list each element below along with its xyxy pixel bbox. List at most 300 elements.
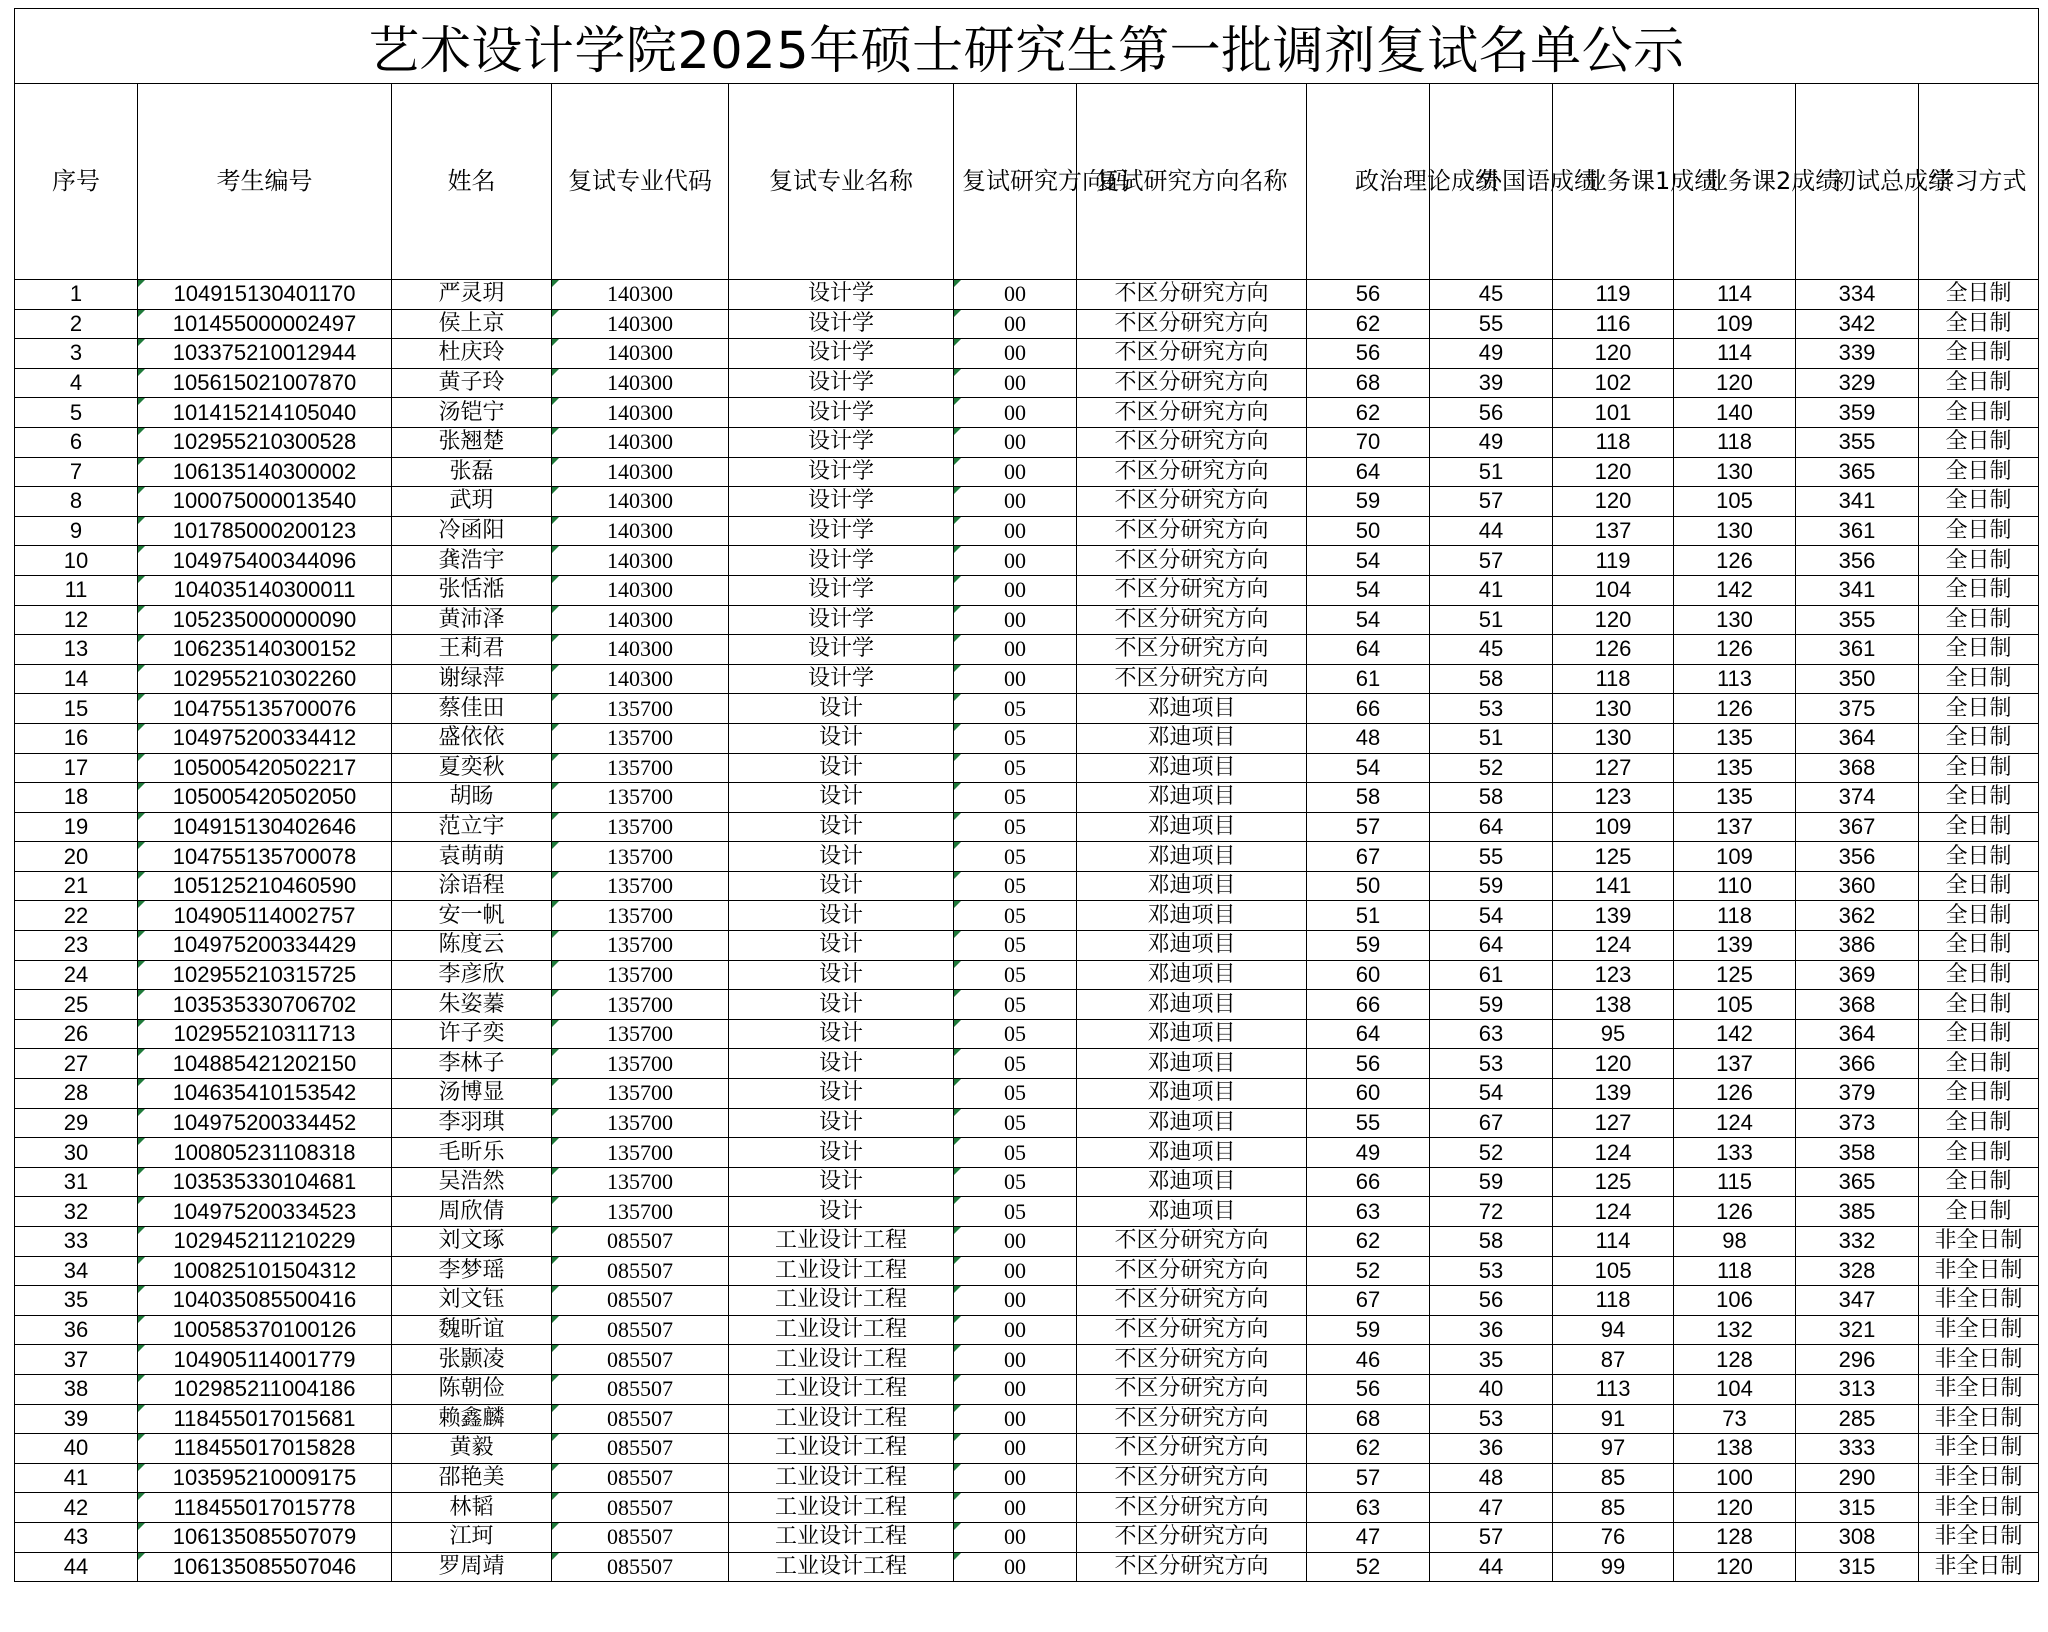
cell-major-name: 设计 (729, 842, 954, 872)
cell-exam-id: 118455017015778 (138, 1493, 392, 1523)
cell-total: 368 (1796, 990, 1919, 1020)
cell-course2: 120 (1674, 368, 1796, 398)
cell-course1: 120 (1553, 339, 1674, 369)
cell-politics: 57 (1307, 1463, 1430, 1493)
cell-direction-code: 00 (954, 457, 1077, 487)
cell-total: 333 (1796, 1434, 1919, 1464)
cell-exam-id: 101785000200123 (138, 516, 392, 546)
cell-total: 373 (1796, 1108, 1919, 1138)
cell-course2: 140 (1674, 398, 1796, 428)
cell-major-code: 135700 (552, 842, 729, 872)
cell-foreign: 54 (1430, 901, 1553, 931)
cell-seq: 29 (15, 1108, 138, 1138)
cell-major-name: 设计学 (729, 309, 954, 339)
cell-direction-name: 不区分研究方向 (1077, 1374, 1307, 1404)
cell-direction-code: 00 (954, 487, 1077, 517)
cell-major-name: 设计学 (729, 546, 954, 576)
cell-seq: 40 (15, 1434, 138, 1464)
table-row (15, 842, 2039, 872)
cell-exam-id: 100825101504312 (138, 1256, 392, 1286)
cell-total: 375 (1796, 694, 1919, 724)
cell-total: 365 (1796, 457, 1919, 487)
table-row (15, 664, 2039, 694)
header-total: 初试总成绩 (1796, 84, 1919, 280)
cell-politics: 59 (1307, 1315, 1430, 1345)
cell-course2: 126 (1674, 1197, 1796, 1227)
cell-course2: 109 (1674, 842, 1796, 872)
cell-major-name: 工业设计工程 (729, 1493, 954, 1523)
cell-seq: 24 (15, 960, 138, 990)
cell-foreign: 64 (1430, 812, 1553, 842)
cell-direction-code: 05 (954, 990, 1077, 1020)
cell-course1: 126 (1553, 635, 1674, 665)
cell-seq: 2 (15, 309, 138, 339)
cell-foreign: 44 (1430, 1552, 1553, 1582)
cell-exam-id: 105125210460590 (138, 871, 392, 901)
cell-major-code: 140300 (552, 516, 729, 546)
cell-seq: 20 (15, 842, 138, 872)
cell-name: 李彦欣 (392, 960, 552, 990)
cell-course2: 114 (1674, 280, 1796, 310)
table-row (15, 990, 2039, 1020)
cell-course1: 120 (1553, 457, 1674, 487)
cell-name: 周欣倩 (392, 1197, 552, 1227)
cell-politics: 56 (1307, 339, 1430, 369)
cell-seq: 35 (15, 1286, 138, 1316)
cell-exam-id: 102945211210229 (138, 1227, 392, 1257)
cell-direction-name: 不区分研究方向 (1077, 1286, 1307, 1316)
header-row (15, 84, 2039, 280)
cell-foreign: 72 (1430, 1197, 1553, 1227)
cell-direction-code: 05 (954, 842, 1077, 872)
table-row (15, 575, 2039, 605)
cell-politics: 50 (1307, 871, 1430, 901)
cell-course1: 127 (1553, 753, 1674, 783)
cell-exam-id: 102985211004186 (138, 1374, 392, 1404)
cell-direction-name: 不区分研究方向 (1077, 1522, 1307, 1552)
cell-total: 334 (1796, 280, 1919, 310)
cell-major-name: 设计学 (729, 427, 954, 457)
cell-major-code: 135700 (552, 960, 729, 990)
cell-foreign: 53 (1430, 694, 1553, 724)
cell-seq: 17 (15, 753, 138, 783)
cell-major-code: 085507 (552, 1315, 729, 1345)
cell-seq: 13 (15, 635, 138, 665)
cell-seq: 3 (15, 339, 138, 369)
cell-exam-id: 106235140300152 (138, 635, 392, 665)
cell-mode: 全日制 (1919, 1167, 2039, 1197)
cell-politics: 60 (1307, 960, 1430, 990)
cell-course2: 118 (1674, 427, 1796, 457)
cell-course1: 101 (1553, 398, 1674, 428)
cell-mode: 全日制 (1919, 516, 2039, 546)
cell-course1: 119 (1553, 546, 1674, 576)
cell-seq: 16 (15, 723, 138, 753)
cell-exam-id: 118455017015828 (138, 1434, 392, 1464)
cell-course2: 130 (1674, 516, 1796, 546)
cell-name: 赖鑫麟 (392, 1404, 552, 1434)
cell-mode: 全日制 (1919, 1049, 2039, 1079)
cell-total: 385 (1796, 1197, 1919, 1227)
cell-politics: 67 (1307, 842, 1430, 872)
cell-seq: 41 (15, 1463, 138, 1493)
cell-course2: 128 (1674, 1522, 1796, 1552)
cell-course2: 142 (1674, 1019, 1796, 1049)
cell-direction-name: 邓迪项目 (1077, 723, 1307, 753)
cell-mode: 全日制 (1919, 871, 2039, 901)
cell-direction-code: 05 (954, 723, 1077, 753)
cell-politics: 61 (1307, 664, 1430, 694)
table-row (15, 1374, 2039, 1404)
cell-exam-id: 104755135700078 (138, 842, 392, 872)
cell-major-code: 140300 (552, 575, 729, 605)
cell-direction-name: 不区分研究方向 (1077, 1434, 1307, 1464)
cell-foreign: 59 (1430, 871, 1553, 901)
cell-mode: 非全日制 (1919, 1374, 2039, 1404)
cell-course1: 125 (1553, 842, 1674, 872)
cell-exam-id: 102955210315725 (138, 960, 392, 990)
header-major-code: 复试专业代码 (552, 84, 729, 280)
cell-course1: 120 (1553, 1049, 1674, 1079)
cell-foreign: 58 (1430, 1227, 1553, 1257)
cell-mode: 全日制 (1919, 368, 2039, 398)
cell-name: 刘文钰 (392, 1286, 552, 1316)
cell-course1: 85 (1553, 1463, 1674, 1493)
cell-foreign: 64 (1430, 931, 1553, 961)
cell-politics: 52 (1307, 1552, 1430, 1582)
cell-name: 黄毅 (392, 1434, 552, 1464)
table-row (15, 1404, 2039, 1434)
cell-major-code: 135700 (552, 871, 729, 901)
cell-direction-code: 00 (954, 339, 1077, 369)
cell-major-code: 135700 (552, 1108, 729, 1138)
cell-politics: 56 (1307, 1049, 1430, 1079)
cell-major-name: 设计 (729, 1108, 954, 1138)
cell-name: 李梦瑶 (392, 1256, 552, 1286)
cell-politics: 59 (1307, 931, 1430, 961)
cell-total: 296 (1796, 1345, 1919, 1375)
cell-politics: 62 (1307, 398, 1430, 428)
cell-major-code: 085507 (552, 1463, 729, 1493)
cell-exam-id: 105615021007870 (138, 368, 392, 398)
cell-foreign: 44 (1430, 516, 1553, 546)
cell-course2: 125 (1674, 960, 1796, 990)
table-row (15, 1552, 2039, 1582)
cell-major-code: 085507 (552, 1374, 729, 1404)
table-row (15, 605, 2039, 635)
cell-course2: 139 (1674, 931, 1796, 961)
cell-course1: 130 (1553, 723, 1674, 753)
cell-direction-name: 不区分研究方向 (1077, 457, 1307, 487)
cell-major-code: 140300 (552, 664, 729, 694)
cell-exam-id: 104975200334412 (138, 723, 392, 753)
table-row (15, 901, 2039, 931)
cell-exam-id: 104975400344096 (138, 546, 392, 576)
cell-major-code: 140300 (552, 368, 729, 398)
cell-direction-code: 00 (954, 546, 1077, 576)
cell-major-code: 135700 (552, 723, 729, 753)
cell-course1: 94 (1553, 1315, 1674, 1345)
cell-name: 蔡佳田 (392, 694, 552, 724)
cell-name: 李林子 (392, 1049, 552, 1079)
cell-exam-id: 104905114002757 (138, 901, 392, 931)
cell-course2: 128 (1674, 1345, 1796, 1375)
cell-major-code: 135700 (552, 1167, 729, 1197)
cell-name: 朱姿蓁 (392, 990, 552, 1020)
cell-seq: 36 (15, 1315, 138, 1345)
cell-major-code: 140300 (552, 635, 729, 665)
cell-politics: 50 (1307, 516, 1430, 546)
cell-name: 侯上京 (392, 309, 552, 339)
cell-seq: 14 (15, 664, 138, 694)
cell-mode: 非全日制 (1919, 1286, 2039, 1316)
cell-major-code: 135700 (552, 990, 729, 1020)
cell-politics: 54 (1307, 546, 1430, 576)
cell-major-code: 085507 (552, 1434, 729, 1464)
cell-seq: 27 (15, 1049, 138, 1079)
cell-name: 谢绿萍 (392, 664, 552, 694)
table-row (15, 398, 2039, 428)
table-row (15, 1197, 2039, 1227)
cell-major-name: 设计学 (729, 457, 954, 487)
cell-foreign: 35 (1430, 1345, 1553, 1375)
cell-foreign: 57 (1430, 487, 1553, 517)
cell-total: 364 (1796, 723, 1919, 753)
cell-course1: 97 (1553, 1434, 1674, 1464)
cell-foreign: 67 (1430, 1108, 1553, 1138)
cell-total: 366 (1796, 1049, 1919, 1079)
cell-direction-name: 不区分研究方向 (1077, 575, 1307, 605)
cell-foreign: 55 (1430, 309, 1553, 339)
cell-direction-name: 邓迪项目 (1077, 694, 1307, 724)
cell-major-name: 工业设计工程 (729, 1315, 954, 1345)
cell-seq: 7 (15, 457, 138, 487)
cell-major-name: 设计 (729, 871, 954, 901)
cell-major-code: 135700 (552, 1049, 729, 1079)
cell-total: 341 (1796, 575, 1919, 605)
table-row (15, 871, 2039, 901)
cell-major-name: 工业设计工程 (729, 1434, 954, 1464)
cell-seq: 34 (15, 1256, 138, 1286)
cell-name: 林韬 (392, 1493, 552, 1523)
cell-direction-code: 05 (954, 1049, 1077, 1079)
cell-course2: 126 (1674, 546, 1796, 576)
cell-foreign: 57 (1430, 1522, 1553, 1552)
cell-foreign: 56 (1430, 398, 1553, 428)
cell-direction-code: 05 (954, 1019, 1077, 1049)
cell-politics: 56 (1307, 280, 1430, 310)
cell-major-code: 085507 (552, 1227, 729, 1257)
cell-course1: 118 (1553, 427, 1674, 457)
cell-exam-id: 102955210311713 (138, 1019, 392, 1049)
cell-course2: 142 (1674, 575, 1796, 605)
cell-total: 374 (1796, 783, 1919, 813)
cell-direction-code: 05 (954, 1197, 1077, 1227)
cell-course1: 104 (1553, 575, 1674, 605)
cell-direction-name: 不区分研究方向 (1077, 280, 1307, 310)
cell-name: 黄子玲 (392, 368, 552, 398)
cell-course2: 126 (1674, 694, 1796, 724)
cell-direction-name: 不区分研究方向 (1077, 1552, 1307, 1582)
cell-major-code: 135700 (552, 931, 729, 961)
cell-exam-id: 104975200334452 (138, 1108, 392, 1138)
cell-name: 涂语程 (392, 871, 552, 901)
cell-course1: 120 (1553, 487, 1674, 517)
cell-direction-code: 00 (954, 1404, 1077, 1434)
cell-exam-id: 105005420502050 (138, 783, 392, 813)
cell-course2: 104 (1674, 1374, 1796, 1404)
cell-exam-id: 100075000013540 (138, 487, 392, 517)
cell-politics: 46 (1307, 1345, 1430, 1375)
cell-course2: 120 (1674, 1493, 1796, 1523)
cell-direction-code: 05 (954, 960, 1077, 990)
cell-seq: 8 (15, 487, 138, 517)
cell-mode: 全日制 (1919, 842, 2039, 872)
cell-foreign: 36 (1430, 1434, 1553, 1464)
cell-direction-code: 00 (954, 1227, 1077, 1257)
cell-exam-id: 106135085507079 (138, 1522, 392, 1552)
cell-total: 285 (1796, 1404, 1919, 1434)
cell-total: 341 (1796, 487, 1919, 517)
cell-seq: 37 (15, 1345, 138, 1375)
cell-direction-code: 00 (954, 1315, 1077, 1345)
cell-politics: 57 (1307, 812, 1430, 842)
cell-seq: 39 (15, 1404, 138, 1434)
cell-foreign: 55 (1430, 842, 1553, 872)
cell-name: 汤博显 (392, 1079, 552, 1109)
cell-major-name: 工业设计工程 (729, 1522, 954, 1552)
cell-exam-id: 104905114001779 (138, 1345, 392, 1375)
cell-mode: 非全日制 (1919, 1493, 2039, 1523)
cell-major-name: 设计 (729, 812, 954, 842)
cell-course1: 118 (1553, 1286, 1674, 1316)
cell-exam-id: 101455000002497 (138, 309, 392, 339)
cell-name: 张翘楚 (392, 427, 552, 457)
cell-direction-code: 05 (954, 1079, 1077, 1109)
cell-seq: 30 (15, 1138, 138, 1168)
cell-name: 王莉君 (392, 635, 552, 665)
cell-total: 355 (1796, 427, 1919, 457)
cell-total: 356 (1796, 546, 1919, 576)
cell-direction-name: 邓迪项目 (1077, 960, 1307, 990)
table-row (15, 1079, 2039, 1109)
cell-direction-code: 00 (954, 1434, 1077, 1464)
cell-major-code: 140300 (552, 309, 729, 339)
cell-exam-id: 104975200334523 (138, 1197, 392, 1227)
cell-politics: 54 (1307, 575, 1430, 605)
admission-list-table (14, 8, 2039, 1582)
cell-course1: 139 (1553, 1079, 1674, 1109)
cell-course1: 141 (1553, 871, 1674, 901)
cell-total: 386 (1796, 931, 1919, 961)
cell-course2: 73 (1674, 1404, 1796, 1434)
cell-major-code: 135700 (552, 812, 729, 842)
cell-major-code: 085507 (552, 1256, 729, 1286)
cell-name: 刘文琢 (392, 1227, 552, 1257)
cell-exam-id: 103535330104681 (138, 1167, 392, 1197)
table-row (15, 1434, 2039, 1464)
header-exam-id: 考生编号 (138, 84, 392, 280)
cell-course1: 124 (1553, 931, 1674, 961)
header-foreign: 外国语成绩 (1430, 84, 1553, 280)
cell-direction-code: 05 (954, 1108, 1077, 1138)
cell-course2: 124 (1674, 1108, 1796, 1138)
cell-total: 350 (1796, 664, 1919, 694)
cell-major-name: 设计 (729, 1019, 954, 1049)
cell-exam-id: 103375210012944 (138, 339, 392, 369)
table-row (15, 1019, 2039, 1049)
header-name: 姓名 (392, 84, 552, 280)
cell-mode: 全日制 (1919, 812, 2039, 842)
cell-name: 李羽琪 (392, 1108, 552, 1138)
cell-direction-name: 邓迪项目 (1077, 1108, 1307, 1138)
header-direction-code: 复试研究方向码 (954, 84, 1077, 280)
cell-direction-name: 邓迪项目 (1077, 1079, 1307, 1109)
cell-seq: 10 (15, 546, 138, 576)
cell-total: 360 (1796, 871, 1919, 901)
cell-exam-id: 101415214105040 (138, 398, 392, 428)
table-row (15, 1227, 2039, 1257)
cell-course1: 137 (1553, 516, 1674, 546)
cell-direction-name: 不区分研究方向 (1077, 427, 1307, 457)
cell-mode: 全日制 (1919, 901, 2039, 931)
cell-course1: 120 (1553, 605, 1674, 635)
cell-major-code: 085507 (552, 1345, 729, 1375)
cell-name: 陈朝俭 (392, 1374, 552, 1404)
cell-mode: 非全日制 (1919, 1552, 2039, 1582)
cell-politics: 66 (1307, 1167, 1430, 1197)
cell-major-name: 工业设计工程 (729, 1345, 954, 1375)
cell-politics: 51 (1307, 901, 1430, 931)
cell-total: 347 (1796, 1286, 1919, 1316)
cell-seq: 21 (15, 871, 138, 901)
cell-direction-code: 00 (954, 1463, 1077, 1493)
cell-exam-id: 104035085500416 (138, 1286, 392, 1316)
title-row (15, 9, 2039, 84)
cell-mode: 非全日制 (1919, 1315, 2039, 1345)
page-title: 艺术设计学院2025年硕士研究生第一批调剂复试名单公示 (15, 9, 2039, 84)
table-row (15, 1286, 2039, 1316)
cell-major-code: 135700 (552, 1019, 729, 1049)
cell-mode: 全日制 (1919, 546, 2039, 576)
cell-name: 汤铠宁 (392, 398, 552, 428)
cell-politics: 55 (1307, 1108, 1430, 1138)
cell-mode: 全日制 (1919, 487, 2039, 517)
cell-direction-code: 00 (954, 516, 1077, 546)
cell-mode: 全日制 (1919, 457, 2039, 487)
cell-total: 315 (1796, 1552, 1919, 1582)
cell-total: 365 (1796, 1167, 1919, 1197)
cell-course2: 130 (1674, 457, 1796, 487)
cell-course1: 130 (1553, 694, 1674, 724)
cell-course2: 137 (1674, 1049, 1796, 1079)
cell-course1: 114 (1553, 1227, 1674, 1257)
cell-major-name: 设计学 (729, 664, 954, 694)
cell-course2: 106 (1674, 1286, 1796, 1316)
cell-total: 361 (1796, 516, 1919, 546)
cell-total: 364 (1796, 1019, 1919, 1049)
cell-major-name: 设计学 (729, 516, 954, 546)
cell-course2: 137 (1674, 812, 1796, 842)
table-row (15, 280, 2039, 310)
cell-foreign: 41 (1430, 575, 1553, 605)
cell-major-name: 工业设计工程 (729, 1463, 954, 1493)
cell-course1: 123 (1553, 783, 1674, 813)
cell-major-code: 140300 (552, 546, 729, 576)
cell-foreign: 59 (1430, 1167, 1553, 1197)
cell-foreign: 56 (1430, 1286, 1553, 1316)
table-row (15, 1493, 2039, 1523)
